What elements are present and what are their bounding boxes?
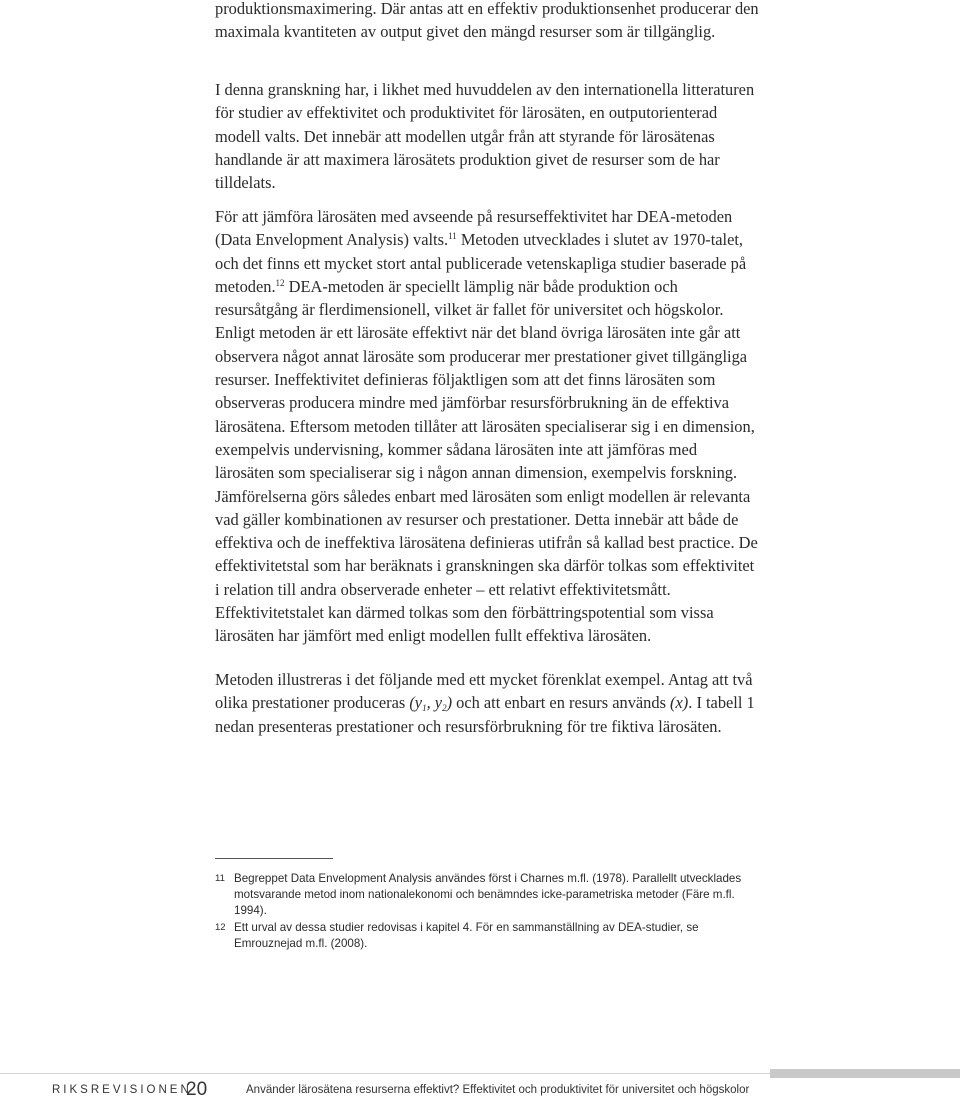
- footnote-number: 12: [215, 922, 226, 933]
- math-text: , y: [426, 693, 443, 713]
- paragraph-output-orientation: [215, 78, 760, 194]
- paragraph-text: För att jämföra lärosäten med avseende på resurseffektivitet har DEA-metoden (Data Envelopment Analysis) valts.: [215, 207, 733, 250]
- paragraph-text: DEA-metoden är speciellt lämplig när både produktion och resursåtgång är flerdimensionell, vilket är fallet för universitet och högskolor. Enligt metoden är ett lärosäte effektivt när det bland övriga lärosäten inte går att observera något annat lärosäte som producerar mer prestationer givet tillgängliga resurser. Ineffektivitet definieras följaktligen som att det finns lärosäten som observeras producera mindre med jämförbar resursförbrukning än de effektiva lärosätena. Eftersom metoden tillåter att lärosäten specialiserar sig i en dimension, exempelvis undervisning, kommer sådana lärosäten inte att jämföras med lärosäten som specialiserar sig i någon annan dimension, exempelvis forskning. Jämförelserna görs således enbart med lärosäten som enligt modellen är relevanta vad gäller kombinationen av resurser och prestationer. Detta innebär att både de effektiva och de ineffektiva lärosätena definieras utifrån så kallad best practice. De effektivitetstal som har beräknats i granskningen ska därför tolkas som effektivitet i relation till andra observerade enheter – ett relativt effektivitetsmått. Effektivitetstalet kan därmed tolkas som den förbättringspotential som vissa lärosäten har jämfört med enligt modellen fullt effektiva lärosäten.: [215, 276, 758, 646]
- paragraph-text: Metoden illustreras i det följande med ett mycket förenklat exempel. Antag att två olika prestationer produceras: [215, 670, 753, 713]
- footer-divider: [0, 1073, 770, 1074]
- paragraph-text: och att enbart en resurs används: [452, 693, 671, 713]
- page-number: 20: [186, 1079, 208, 1100]
- paragraph-text: . I tabell 1 nedan presenteras prestationer och resursförbrukning för tre fiktiva lärosäten.: [215, 693, 755, 736]
- paragraph-dea-method: [215, 205, 760, 648]
- math-text: ): [446, 693, 453, 713]
- footer-accent-bar: [770, 1069, 960, 1078]
- footnote-reference[interactable]: 11: [448, 231, 457, 242]
- paragraph-text: produktionsmaximering. Där antas att en effektiv produktionsenhet producerar den maximala kvantiteten av output givet den mängd resurser som är tillgänglig.: [215, 0, 759, 42]
- paragraph-intro-continuation: [215, 0, 760, 44]
- footer-report-title: Använder lärosätena resurserna effektivt? Effektivitet och produktivitet för universitet och högskolor: [246, 1084, 750, 1096]
- footnote-text: Begreppet Data Envelopment Analysis användes först i Charnes m.fl. (1978). Parallellt utvecklades motsvarande metod inom nationalekonomi och benämndes icke-parametriska metoder (Färe m.fl. 1994).: [234, 872, 742, 917]
- footnote-11: [215, 871, 755, 919]
- footer-brand: RIKSREVISIONEN: [52, 1084, 192, 1096]
- footnote-reference[interactable]: 12: [275, 277, 285, 288]
- paragraph-example: [215, 668, 760, 738]
- math-outputs: [409, 693, 452, 712]
- footnote-divider: [215, 858, 333, 859]
- math-subscript: 2: [442, 703, 447, 714]
- math-subscript: 1: [422, 703, 427, 714]
- math-resource: (x): [670, 693, 689, 713]
- footnote-text: Ett urval av dessa studier redovisas i kapitel 4. För en sammanställning av DEA-studier, se Emrouznejad m.fl. (2008).: [234, 921, 699, 950]
- footnote-12: [215, 920, 755, 952]
- paragraph-text: I denna granskning har, i likhet med huvuddelen av den internationella litteraturen för studier av effektivitet och produktivitet för lärosäten, en outputorienterad modell valts. Det innebär att modellen utgår från att styrande för lärosätenas handlande är att maximera lärosätets produktion givet de resurser som de har tilldelats.: [215, 80, 755, 193]
- paragraph-text: Metoden utvecklades i slutet av 1970-talet, och det finns ett mycket stort antal publicerade vetenskapliga studier baserade på metoden.: [215, 230, 747, 296]
- footnote-number: 11: [215, 873, 225, 884]
- math-text: (y: [409, 693, 423, 713]
